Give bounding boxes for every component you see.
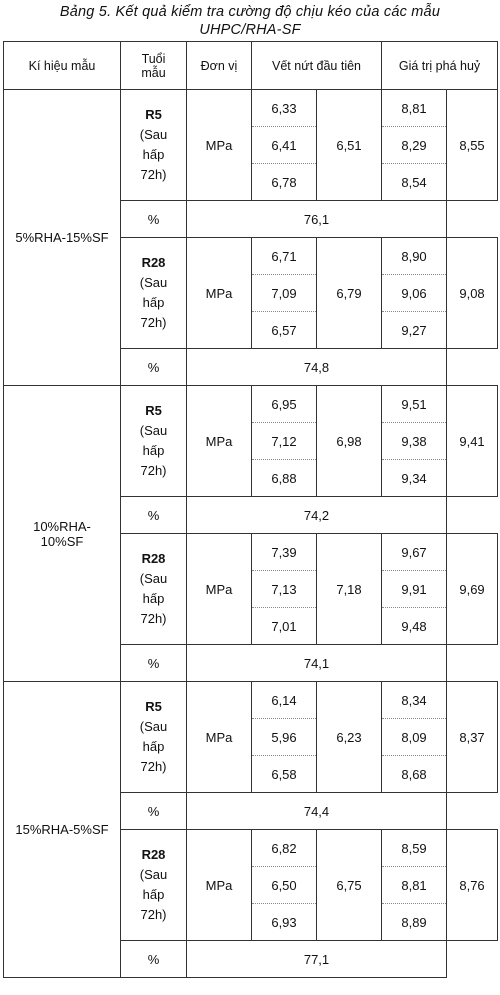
group-label: 15%RHA-5%SF — [4, 682, 121, 978]
group-label-line-1: 10%RHA- — [33, 518, 91, 534]
crack-mean: 6,98 — [317, 386, 382, 497]
age-note: (Sau — [139, 867, 168, 882]
unit-percent: % — [121, 941, 187, 978]
header-age-line-2: mẫu — [141, 65, 166, 80]
percent-value: 76,1 — [187, 201, 447, 238]
crack-value: 7,13 — [252, 571, 317, 608]
header-failure: Giá trị phá huỷ — [382, 42, 498, 90]
age-note: 72h) — [140, 315, 167, 330]
fail-mean: 9,08 — [447, 238, 498, 349]
age-note: (Sau — [139, 571, 168, 586]
fail-mean: 8,37 — [447, 682, 498, 793]
percent-value: 74,2 — [187, 497, 447, 534]
fail-mean: 8,55 — [447, 90, 498, 201]
fail-value: 8,59 — [382, 830, 447, 867]
fail-value: 9,38 — [382, 423, 447, 460]
fail-value: 9,51 — [382, 386, 447, 423]
table-row — [4, 386, 498, 423]
age-label: R5 — [145, 403, 162, 418]
crack-value: 6,78 — [252, 164, 317, 201]
unit-mpa: MPa — [187, 386, 252, 497]
age-note: hấp — [142, 147, 165, 162]
crack-value: 6,50 — [252, 867, 317, 904]
age-label: R28 — [141, 847, 166, 862]
crack-value: 6,33 — [252, 90, 317, 127]
group-label: 5%RHA-15%SF — [4, 90, 121, 386]
age-note: hấp — [142, 443, 165, 458]
header-age — [121, 42, 187, 90]
age-note: 72h) — [140, 463, 167, 478]
age-note: 72h) — [140, 611, 167, 626]
crack-value: 7,09 — [252, 275, 317, 312]
group-label — [4, 386, 121, 682]
fail-mean: 9,41 — [447, 386, 498, 497]
caption-line-1: Bảng 5. Kết quả kiểm tra cường độ chịu kéo của các mẫu — [59, 4, 441, 20]
crack-value: 6,14 — [252, 682, 317, 719]
crack-value: 7,12 — [252, 423, 317, 460]
unit-percent: % — [121, 645, 187, 682]
age-note: hấp — [142, 887, 165, 902]
fail-value: 8,90 — [382, 238, 447, 275]
percent-value: 74,4 — [187, 793, 447, 830]
crack-value: 6,93 — [252, 904, 317, 941]
crack-value: 7,39 — [252, 534, 317, 571]
fail-value: 8,89 — [382, 904, 447, 941]
age-note: hấp — [142, 295, 165, 310]
age-label: R5 — [145, 107, 162, 122]
fail-value: 8,81 — [382, 867, 447, 904]
header-first-crack: Vết nứt đầu tiên — [252, 42, 382, 90]
fail-mean: 9,69 — [447, 534, 498, 645]
unit-mpa: MPa — [187, 682, 252, 793]
age-note: (Sau — [139, 719, 168, 734]
age-label: R28 — [141, 255, 166, 270]
fail-value: 9,67 — [382, 534, 447, 571]
caption-line-2: UHPC/RHA-SF — [199, 22, 301, 38]
age-note: (Sau — [139, 127, 168, 142]
table-row — [4, 682, 498, 719]
unit-percent: % — [121, 497, 187, 534]
age-note: hấp — [142, 591, 165, 606]
fail-mean: 8,76 — [447, 830, 498, 941]
age-note: 72h) — [140, 907, 167, 922]
crack-value: 6,88 — [252, 460, 317, 497]
age-cell — [121, 682, 187, 793]
age-cell — [121, 238, 187, 349]
crack-value: 6,58 — [252, 756, 317, 793]
crack-mean: 6,79 — [317, 238, 382, 349]
crack-mean: 7,18 — [317, 534, 382, 645]
unit-mpa: MPa — [187, 90, 252, 201]
percent-value: 74,8 — [187, 349, 447, 386]
crack-value: 6,95 — [252, 386, 317, 423]
unit-mpa: MPa — [187, 238, 252, 349]
unit-mpa: MPa — [187, 534, 252, 645]
age-label: R5 — [145, 699, 162, 714]
fail-value: 8,34 — [382, 682, 447, 719]
crack-mean: 6,51 — [317, 90, 382, 201]
table-caption — [0, 0, 500, 41]
fail-value: 9,91 — [382, 571, 447, 608]
crack-value: 6,82 — [252, 830, 317, 867]
fail-value: 8,09 — [382, 719, 447, 756]
fail-value: 9,34 — [382, 460, 447, 497]
fail-value: 8,54 — [382, 164, 447, 201]
unit-percent: % — [121, 201, 187, 238]
age-cell — [121, 90, 187, 201]
crack-value: 5,96 — [252, 719, 317, 756]
unit-mpa: MPa — [187, 830, 252, 941]
age-note: (Sau — [139, 423, 168, 438]
age-cell — [121, 386, 187, 497]
age-note: (Sau — [139, 275, 168, 290]
fail-value: 8,29 — [382, 127, 447, 164]
age-cell — [121, 534, 187, 645]
age-note: hấp — [142, 739, 165, 754]
crack-mean: 6,23 — [317, 682, 382, 793]
age-label: R28 — [141, 551, 166, 566]
fail-value: 9,27 — [382, 312, 447, 349]
fail-value: 8,68 — [382, 756, 447, 793]
crack-value: 6,71 — [252, 238, 317, 275]
header-unit: Đơn vị — [187, 42, 252, 90]
crack-value: 6,41 — [252, 127, 317, 164]
unit-percent: % — [121, 793, 187, 830]
tensile-strength-table — [3, 41, 498, 978]
percent-value: 77,1 — [187, 941, 447, 978]
crack-value: 6,57 — [252, 312, 317, 349]
group-label-line-2: 10%SF — [40, 533, 84, 549]
age-note: 72h) — [140, 759, 167, 774]
crack-value: 7,01 — [252, 608, 317, 645]
header-age-line-1: Tuổi — [141, 51, 166, 66]
fail-value: 9,06 — [382, 275, 447, 312]
age-cell — [121, 830, 187, 941]
age-note: 72h) — [140, 167, 167, 182]
table-row — [4, 90, 498, 127]
header-row — [4, 42, 498, 90]
percent-value: 74,1 — [187, 645, 447, 682]
crack-mean: 6,75 — [317, 830, 382, 941]
fail-value: 9,48 — [382, 608, 447, 645]
fail-value: 8,81 — [382, 90, 447, 127]
unit-percent: % — [121, 349, 187, 386]
header-sample: Kí hiệu mẫu — [4, 42, 121, 90]
